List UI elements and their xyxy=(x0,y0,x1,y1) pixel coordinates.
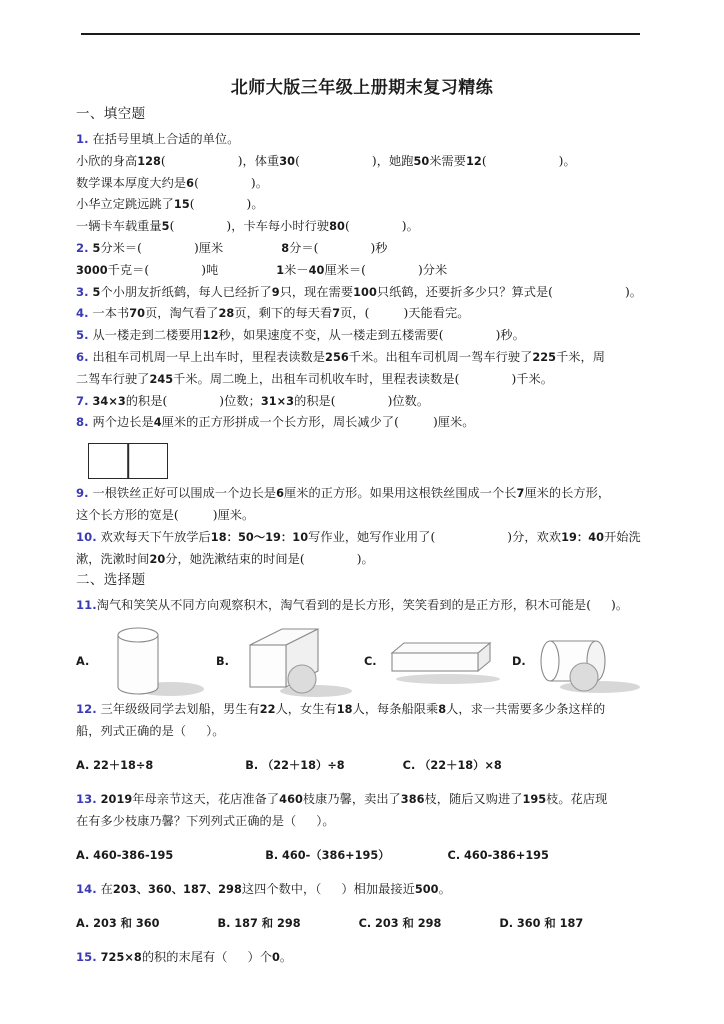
question-4 xyxy=(76,303,648,325)
q14-option-D-text[interactable]: 360 和 187 xyxy=(516,916,584,930)
question-15 xyxy=(76,947,648,969)
q13-option-A-text[interactable]: 460-386-195 xyxy=(93,848,174,862)
q2r1c1-text-c: )厘米 xyxy=(193,240,224,255)
q8-text-d: )厘米。 xyxy=(432,415,475,430)
q14-option-B-text[interactable]: 187 和 298 xyxy=(234,916,301,930)
question-6 xyxy=(76,347,648,391)
q12-value-b: 22 xyxy=(259,703,276,717)
q2r2c2-value-2: 40 xyxy=(308,263,325,277)
q10-text-f: 开始洗 xyxy=(604,529,641,544)
q13-option-B-label[interactable]: B. xyxy=(265,848,279,862)
q13-value-c: 460 xyxy=(279,792,303,806)
q1l4-text-a: 一辆卡车载重量 xyxy=(76,219,162,234)
q3-value-e: 100 xyxy=(353,285,377,299)
q9-value-b: 6 xyxy=(276,487,284,501)
q10-text-j: )。 xyxy=(356,551,374,566)
header-rule xyxy=(81,33,640,35)
q6-text-e: 千米，周 xyxy=(556,349,606,364)
question-12 xyxy=(76,699,648,743)
q11-stem: 淘气和笑笑从不同方向观察积木，淘气看到的是长方形，笑笑看到的是正方形，积木可能是( xyxy=(96,598,592,613)
q4-text-a: 一本书 xyxy=(92,306,130,321)
q12-option-A-text[interactable]: 22＋18÷8 xyxy=(93,758,154,772)
q14-option-A-label[interactable]: A. xyxy=(76,916,90,930)
q12-text-c: 人，女生有 xyxy=(275,702,337,717)
q14-text-c: 这四个数中，（ xyxy=(241,881,322,896)
q7-text-e: 的积是( xyxy=(294,393,336,408)
option-A-cylinder-upright[interactable] xyxy=(76,621,216,699)
q12-text-h: 船，列式正确的是（ xyxy=(76,723,187,738)
q13-text-f: 枝，随后又购进了 xyxy=(424,791,523,806)
q2r1c2-text-c: )秒 xyxy=(370,240,388,255)
q14-value-e: 500 xyxy=(414,882,439,896)
q6-text-h: 千米。周二晚上，出租车司机收车时，里程表读数是( xyxy=(173,371,460,386)
question-8-number: 8. xyxy=(76,415,89,430)
q13-text-i: 在有多少枝康乃馨？下列列式正确的是（ xyxy=(76,813,297,828)
question-5 xyxy=(76,325,648,347)
q6-value-d: 225 xyxy=(532,350,557,364)
q14-text-a: 在 xyxy=(100,881,113,896)
section-heading-multiple-choice: 二、选择题 xyxy=(76,572,146,589)
q15-value-d: 0 xyxy=(271,950,280,964)
q1l1-text-a: 小欣的身高 xyxy=(76,153,138,168)
question-14 xyxy=(76,879,648,901)
q1l1-value-4: 12 xyxy=(465,154,482,168)
question-9-number: 9. xyxy=(76,486,89,501)
question-3 xyxy=(76,282,648,304)
q4-text-h: )天能看完。 xyxy=(403,306,470,321)
question-1-line-3: 小华立定跳远跳了15( )。 xyxy=(76,197,264,212)
option-D-label: D. xyxy=(512,655,526,669)
question-14-number: 14. xyxy=(76,881,97,896)
q1l4-text-b: ，卡车每小时行驶 xyxy=(231,219,330,234)
q4-text-e: 页，剩下的每天看 xyxy=(234,306,333,321)
q12-value-d: 18 xyxy=(336,703,353,717)
question-1-number: 1. xyxy=(76,132,89,146)
q2r1c2-text-b: 分＝( xyxy=(289,240,319,255)
cube-with-sphere-icon xyxy=(238,621,358,699)
question-4-number: 4. xyxy=(76,306,89,321)
q3-value-c: 9 xyxy=(271,285,280,299)
q11-stem-end: )。 xyxy=(611,598,629,613)
q1l3-text-b: 。 xyxy=(251,197,264,212)
two-joined-squares-figure xyxy=(88,443,168,479)
question-2-row-1 xyxy=(76,238,648,260)
q3-value-a: 5 xyxy=(92,285,101,299)
q10-text-c: 写作业，她写作业用了( xyxy=(308,529,436,544)
q2r2c1-text-c: )吨 xyxy=(201,262,219,277)
q1l1-value-3: 50 xyxy=(413,154,430,168)
q1l4-value-2: 80 xyxy=(329,220,345,234)
q3-text-b: 个小朋友折纸鹤，每人已经折了 xyxy=(100,284,272,299)
q12-option-C-label[interactable]: C. xyxy=(402,758,416,772)
question-6-number: 6. xyxy=(76,349,89,364)
q15-expr: 725×8 xyxy=(100,950,142,964)
question-1-line-4: 一辆卡车载重量5( )，卡车每小时行驶80( )。 xyxy=(76,219,419,234)
q10-text-a: 欢欢每天下午放学后 xyxy=(100,529,211,544)
q13-text-h: 枝。花店现 xyxy=(546,791,608,806)
q8-text-a: 两个边长是 xyxy=(92,415,154,430)
q15-text-e: 。 xyxy=(279,949,293,964)
q14-option-D-label[interactable]: D. xyxy=(499,916,514,930)
q12-option-A-label[interactable]: A. xyxy=(76,758,90,772)
option-B-label: B. xyxy=(216,655,229,669)
option-A-label: A. xyxy=(76,655,90,669)
q1l1-text-b: ，体重 xyxy=(242,153,280,168)
q12-value-f: 8 xyxy=(438,703,447,717)
q14-text-f: 。 xyxy=(438,881,451,896)
question-13 xyxy=(76,789,648,833)
q7-text-f: )位数。 xyxy=(387,393,430,408)
q14-option-C-text[interactable]: 203 和 298 xyxy=(375,916,442,930)
question-3-number: 3. xyxy=(76,284,89,299)
q7-expr-d: 31×3 xyxy=(260,394,295,408)
question-7-number: 7. xyxy=(76,393,89,408)
q9-text-c: 厘米的正方形。如果用这根铁丝围成一个长 xyxy=(284,486,517,501)
q1l1-text-e: 。 xyxy=(563,153,576,168)
q7-text-c: )位数； xyxy=(219,393,261,408)
question-15-number: 15. xyxy=(76,949,97,964)
q1l1-value-2: 30 xyxy=(279,154,296,168)
option-C-label: C. xyxy=(364,655,377,669)
question-11 xyxy=(76,595,648,617)
q3-text-f: 只纸鹤，还要折多少只？算式是( xyxy=(376,284,553,299)
q2r2c2-text-b: 米－ xyxy=(284,262,309,277)
q9-text-a: 一根铁丝正好可以围成一个边长是 xyxy=(92,486,277,501)
q15-text-c: ）个 xyxy=(247,949,272,964)
q7-expr-a: 34×3 xyxy=(92,394,126,408)
q12-text-i: ）。 xyxy=(206,723,225,738)
square-divider-line xyxy=(127,444,129,478)
question-2-row-2 xyxy=(76,260,648,282)
option-C-cuboid-flat[interactable] xyxy=(364,621,512,699)
option-D-cylinder-lying-with-sphere[interactable] xyxy=(512,621,648,699)
question-9 xyxy=(76,483,648,527)
q1l2-text-b: 。 xyxy=(255,175,268,190)
q12-option-B-text[interactable]: （22＋18）÷8 xyxy=(261,758,345,772)
q3-text-g: )。 xyxy=(625,284,643,299)
question-13-options xyxy=(76,845,648,867)
q12-text-a: 三年级级同学去划船，男生有 xyxy=(100,702,260,717)
q1l1-text-c: ，她跑 xyxy=(376,153,414,168)
q12-text-g: 人，求一共需要多少条这样的 xyxy=(446,702,606,717)
q2r2c2-value-1: 1 xyxy=(276,263,285,277)
q13-option-C-label[interactable]: C. xyxy=(447,848,461,862)
q1l2-text-a: 数学课本厚度大约是 xyxy=(76,175,187,190)
q1l4-text-c: 。 xyxy=(406,219,419,234)
question-1-line-1: 小欣的身高128( )，体重30( )，她跑50米需要12( )。 xyxy=(76,153,576,168)
q2r2c1-text-b: 千克＝( xyxy=(107,262,150,277)
q4-text-c: 页，淘气看了 xyxy=(145,306,219,321)
q6-value-g: 245 xyxy=(149,372,174,386)
q13-option-A-label[interactable]: A. xyxy=(76,848,90,862)
question-12-options xyxy=(76,755,648,777)
q2r2c1-value: 3000 xyxy=(76,263,108,277)
q13-option-B-text[interactable]: 460-（386+195） xyxy=(282,848,390,862)
q2r1c2-value: 8 xyxy=(281,241,290,255)
question-1-stem: 在括号里填上合适的单位。 xyxy=(92,132,240,146)
q1l4-value-1: 5 xyxy=(161,220,170,234)
q10-text-d: )分，欢欢 xyxy=(507,529,562,544)
q9-value-d: 7 xyxy=(516,487,525,501)
q5-text-d: )秒。 xyxy=(495,328,525,343)
question-10-number: 10. xyxy=(76,529,97,544)
q4-value-b: 70 xyxy=(129,307,146,321)
q10-text-i: 分，她洗漱结束的时间是( xyxy=(165,551,305,566)
question-11-number: 11. xyxy=(76,598,97,613)
q14-option-B-label[interactable]: B. xyxy=(217,916,231,930)
q9-text-f: 这个长方形的宽是( xyxy=(76,507,179,522)
q6-text-a: 出租车司机周一早上出车时，里程表读数是 xyxy=(92,349,326,364)
question-14-options xyxy=(76,913,648,935)
question-2-number: 2. xyxy=(76,240,89,255)
q14-text-d: ）相加最接近 xyxy=(341,881,415,896)
worksheet-content xyxy=(76,104,648,968)
question-12-number: 12. xyxy=(76,702,97,717)
q13-option-C-text[interactable]: 460-386+195 xyxy=(464,848,549,862)
q12-option-B-label[interactable]: B. xyxy=(245,758,259,772)
q1l1-text-d: 米需要 xyxy=(429,153,466,168)
question-5-number: 5. xyxy=(76,328,89,343)
q4-value-d: 28 xyxy=(218,307,235,321)
question-11-options xyxy=(76,621,648,699)
q15-text-b: 的积的末尾有（ xyxy=(141,949,228,964)
q13-text-j: ）。 xyxy=(316,813,335,828)
q1l3-value-1: 15 xyxy=(173,198,190,212)
question-1-line-2: 数学课本厚度大约是6( )。 xyxy=(76,175,268,190)
q13-text-b: 年母亲节这天，花店准备了 xyxy=(132,791,280,806)
q4-value-f: 7 xyxy=(332,307,341,321)
page-title: 北师大版三年级上册期末复习精练 xyxy=(230,78,494,98)
q13-year: 2019 xyxy=(100,792,133,806)
q2r1c1-text-b: 分米＝( xyxy=(100,240,142,255)
q6-text-f: 二驾车行驶了 xyxy=(76,371,150,386)
q9-text-e: 厘米的长方形， xyxy=(524,486,611,501)
q7-text-b: 的积是( xyxy=(125,393,168,408)
question-7 xyxy=(76,391,648,413)
q6-text-i: )千米。 xyxy=(511,371,553,386)
q13-value-g: 195 xyxy=(522,792,547,806)
cylinder-lying-with-sphere-icon xyxy=(534,621,652,699)
q10-value-h: 20 xyxy=(149,552,166,566)
cuboid-flat-icon xyxy=(386,621,512,699)
q6-value-b: 256 xyxy=(325,350,349,364)
cylinder-upright-icon xyxy=(98,621,208,699)
q2r2c2-text-d: 厘米＝( xyxy=(324,262,366,277)
section-heading-fill-in-blank: 一、填空题 xyxy=(76,106,146,122)
q12-option-C-text[interactable]: （22＋18）×8 xyxy=(419,758,502,772)
q14-number-list: 203、360、187、298 xyxy=(112,882,242,896)
q2r1c1-value: 5 xyxy=(92,241,101,255)
q13-value-e: 386 xyxy=(400,792,425,806)
question-1 xyxy=(76,129,648,151)
q4-text-g: 页，( xyxy=(340,306,370,321)
q3-text-d: 只，现在需要 xyxy=(279,284,354,299)
question-13-number: 13. xyxy=(76,791,97,806)
option-B-cube-with-sphere[interactable] xyxy=(216,621,364,699)
q10-time-range: 18：50～19：10 xyxy=(210,530,309,544)
q10-text-g: 漱，洗漱时间 xyxy=(76,551,150,566)
q9-text-g: )厘米。 xyxy=(212,507,255,522)
q1l1-value-1: 128 xyxy=(137,154,161,168)
q12-text-e: 人，每条船限乘 xyxy=(352,702,439,717)
q14-option-C-label[interactable]: C. xyxy=(358,916,372,930)
q6-text-c: 千米。出租车司机周一驾车行驶了 xyxy=(348,349,533,364)
q14-option-A-text[interactable]: 203 和 360 xyxy=(93,916,160,930)
q1l3-text-a: 小华立定跳远跳了 xyxy=(76,197,174,212)
q8-text-c: 厘米的正方形拼成一个长方形，周长减少了( xyxy=(161,415,399,430)
q5-text-a: 从一楼走到二楼要用 xyxy=(92,328,203,343)
q5-text-c: 秒，如果速度不变，从一楼走到五楼需要( xyxy=(218,328,444,343)
q5-value-b: 12 xyxy=(202,329,219,343)
q1l2-value-1: 6 xyxy=(186,176,195,190)
question-10 xyxy=(76,527,648,571)
question-8 xyxy=(76,412,648,434)
q13-text-d: 枝康乃馨，卖出了 xyxy=(302,791,401,806)
q10-time-start: 19：40 xyxy=(561,530,605,544)
q8-value-b: 4 xyxy=(153,416,162,430)
q2r2c2-text-e: )分米 xyxy=(418,262,448,277)
